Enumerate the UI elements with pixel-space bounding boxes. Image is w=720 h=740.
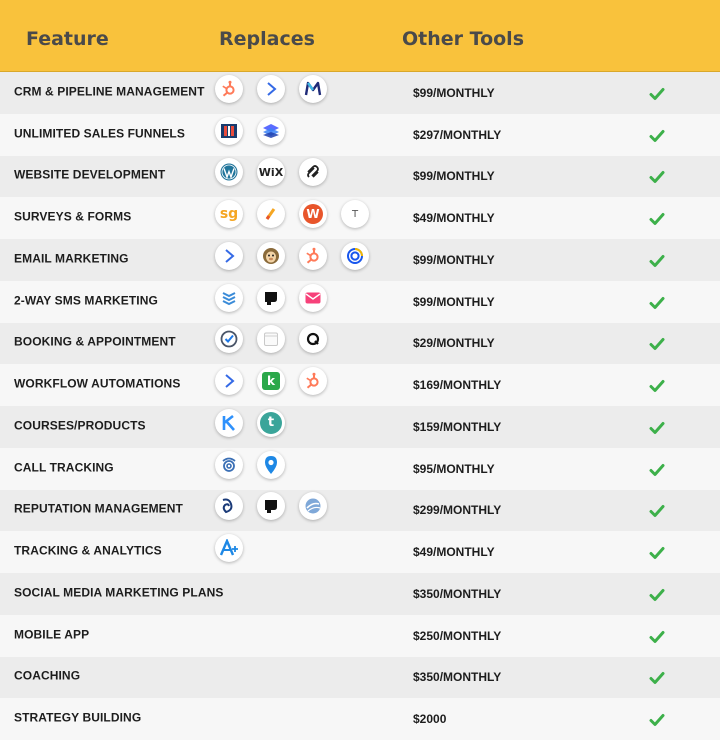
table-row <box>0 239 720 281</box>
wufoo-pencil-icon <box>257 200 285 228</box>
birdeye-icon <box>215 492 243 520</box>
checkmark-icon <box>649 169 665 183</box>
replaced-tools-icons <box>215 451 299 481</box>
other-tools-price: $29/MONTHLY <box>413 336 495 351</box>
constantcontact-icon <box>341 242 369 270</box>
replaced-tools-icons <box>215 325 341 355</box>
wordpress-icon <box>215 158 243 186</box>
table-row <box>0 490 720 532</box>
other-tools-price: $159/MONTHLY <box>413 419 502 434</box>
activecampaign-icon <box>257 75 285 103</box>
checkmark-icon <box>649 128 665 142</box>
table-row <box>0 364 720 406</box>
surveygizmo-icon-glyph: sg <box>219 206 239 223</box>
replaced-tools-icons <box>215 75 341 105</box>
hubspot-icon <box>299 367 327 395</box>
replaced-tools-icons <box>215 409 299 439</box>
hubspot-icon <box>215 75 243 103</box>
table-row <box>0 657 720 699</box>
other-tools-price: $299/MONTHLY <box>413 503 502 518</box>
other-tools-price: $250/MONTHLY <box>413 628 502 643</box>
table-row <box>0 573 720 615</box>
feature-label: WEBSITE DEVELOPMENT <box>14 167 166 182</box>
typeform-icon <box>341 200 369 228</box>
replaced-tools-icons <box>215 367 341 397</box>
kajabi-icon <box>215 409 243 437</box>
checkmark-icon <box>649 336 665 350</box>
other-tools-price: $49/MONTHLY <box>413 211 495 226</box>
checkmark-icon <box>649 670 665 684</box>
activecampaign-icon <box>215 242 243 270</box>
teachable-icon-glyph: t <box>260 412 282 434</box>
podium-icon <box>257 284 285 312</box>
replaced-tools-icons <box>215 534 257 564</box>
feature-label: BOOKING & APPOINTMENT <box>14 334 176 349</box>
calendar-icon <box>257 325 285 353</box>
table-row <box>0 197 720 239</box>
checkmark-icon <box>649 378 665 392</box>
table-row <box>0 114 720 156</box>
table-row <box>0 156 720 198</box>
other-tools-price: $95/MONTHLY <box>413 461 495 476</box>
wufoo-icon-glyph: W <box>303 204 323 224</box>
feature-label: TRACKING & ANALYTICS <box>14 543 162 558</box>
typeform-icon-glyph: T <box>351 208 359 220</box>
hubspot-icon <box>299 242 327 270</box>
replaced-tools-icons <box>215 200 383 230</box>
calltrackingmetrics-icon <box>257 451 285 479</box>
reputation-icon <box>299 492 327 520</box>
header-other-tools: Other Tools <box>402 28 524 50</box>
squarespace-icon <box>299 158 327 186</box>
calendly-check-icon <box>215 325 243 353</box>
other-tools-price: $169/MONTHLY <box>413 378 502 393</box>
checkmark-icon <box>649 420 665 434</box>
simpletexting-icon <box>299 284 327 312</box>
table-header <box>0 0 720 72</box>
other-tools-price: $2000 <box>413 712 447 727</box>
header-feature: Feature <box>26 28 109 50</box>
other-tools-price: $297/MONTHLY <box>413 127 502 142</box>
keap-icon-glyph: k <box>262 372 280 390</box>
wufoo-icon <box>299 200 327 228</box>
feature-label: COACHING <box>14 668 81 683</box>
table-row <box>0 323 720 365</box>
feature-label: UNLIMITED SALES FUNNELS <box>14 126 185 141</box>
feature-label: WORKFLOW AUTOMATIONS <box>14 376 181 391</box>
feature-label: EMAIL MARKETING <box>14 251 129 266</box>
table-body <box>0 72 720 740</box>
table-row <box>0 448 720 490</box>
clickfunnels-icon <box>215 117 243 145</box>
checkmark-icon <box>649 503 665 517</box>
other-tools-price: $99/MONTHLY <box>413 294 495 309</box>
checkmark-icon <box>649 712 665 726</box>
checkmark-icon <box>649 253 665 267</box>
replaced-tools-icons <box>215 158 341 188</box>
other-tools-price: $350/MONTHLY <box>413 670 502 685</box>
feature-label: SOCIAL MEDIA MARKETING PLANS <box>14 585 224 600</box>
feature-label: REPUTATION MANAGEMENT <box>14 501 183 516</box>
podium-icon <box>257 492 285 520</box>
acuity-icon <box>299 325 327 353</box>
table-row <box>0 281 720 323</box>
other-tools-price: $49/MONTHLY <box>413 545 495 560</box>
callrail-icon <box>215 451 243 479</box>
wix-icon <box>257 158 285 186</box>
replaced-tools-icons <box>215 492 341 522</box>
activecampaign-icon <box>215 367 243 395</box>
replaced-tools-icons <box>215 242 383 272</box>
other-tools-price: $350/MONTHLY <box>413 586 502 601</box>
teachable-icon <box>257 409 285 437</box>
checkmark-icon <box>649 295 665 309</box>
table-row <box>0 531 720 573</box>
analytics-icon <box>215 534 243 562</box>
keap-icon <box>257 367 285 395</box>
surveygizmo-icon <box>215 200 243 228</box>
table-row <box>0 72 720 114</box>
other-tools-price: $99/MONTHLY <box>413 252 495 267</box>
replaced-tools-icons <box>215 284 341 314</box>
textmagic-icon <box>215 284 243 312</box>
header-replaces: Replaces <box>219 28 315 50</box>
monday-icon <box>299 75 327 103</box>
checkmark-icon <box>649 462 665 476</box>
checkmark-icon <box>649 86 665 100</box>
wix-icon-glyph: WiX <box>258 165 284 179</box>
feature-label: CRM & PIPELINE MANAGEMENT <box>14 84 205 99</box>
feature-label: MOBILE APP <box>14 627 90 642</box>
other-tools-price: $99/MONTHLY <box>413 169 495 184</box>
leadpages-icon <box>257 117 285 145</box>
feature-label: COURSES/PRODUCTS <box>14 418 146 433</box>
other-tools-price: $99/MONTHLY <box>413 85 495 100</box>
checkmark-icon <box>649 629 665 643</box>
feature-label: CALL TRACKING <box>14 460 114 475</box>
checkmark-icon <box>649 545 665 559</box>
mailchimp-icon <box>257 242 285 270</box>
table-row <box>0 698 720 740</box>
feature-label: SURVEYS & FORMS <box>14 209 132 224</box>
replaced-tools-icons <box>215 117 299 147</box>
table-row <box>0 406 720 448</box>
checkmark-icon <box>649 211 665 225</box>
checkmark-icon <box>649 587 665 601</box>
feature-label: 2-WAY SMS MARKETING <box>14 293 158 308</box>
feature-label: STRATEGY BUILDING <box>14 710 142 725</box>
table-row <box>0 615 720 657</box>
